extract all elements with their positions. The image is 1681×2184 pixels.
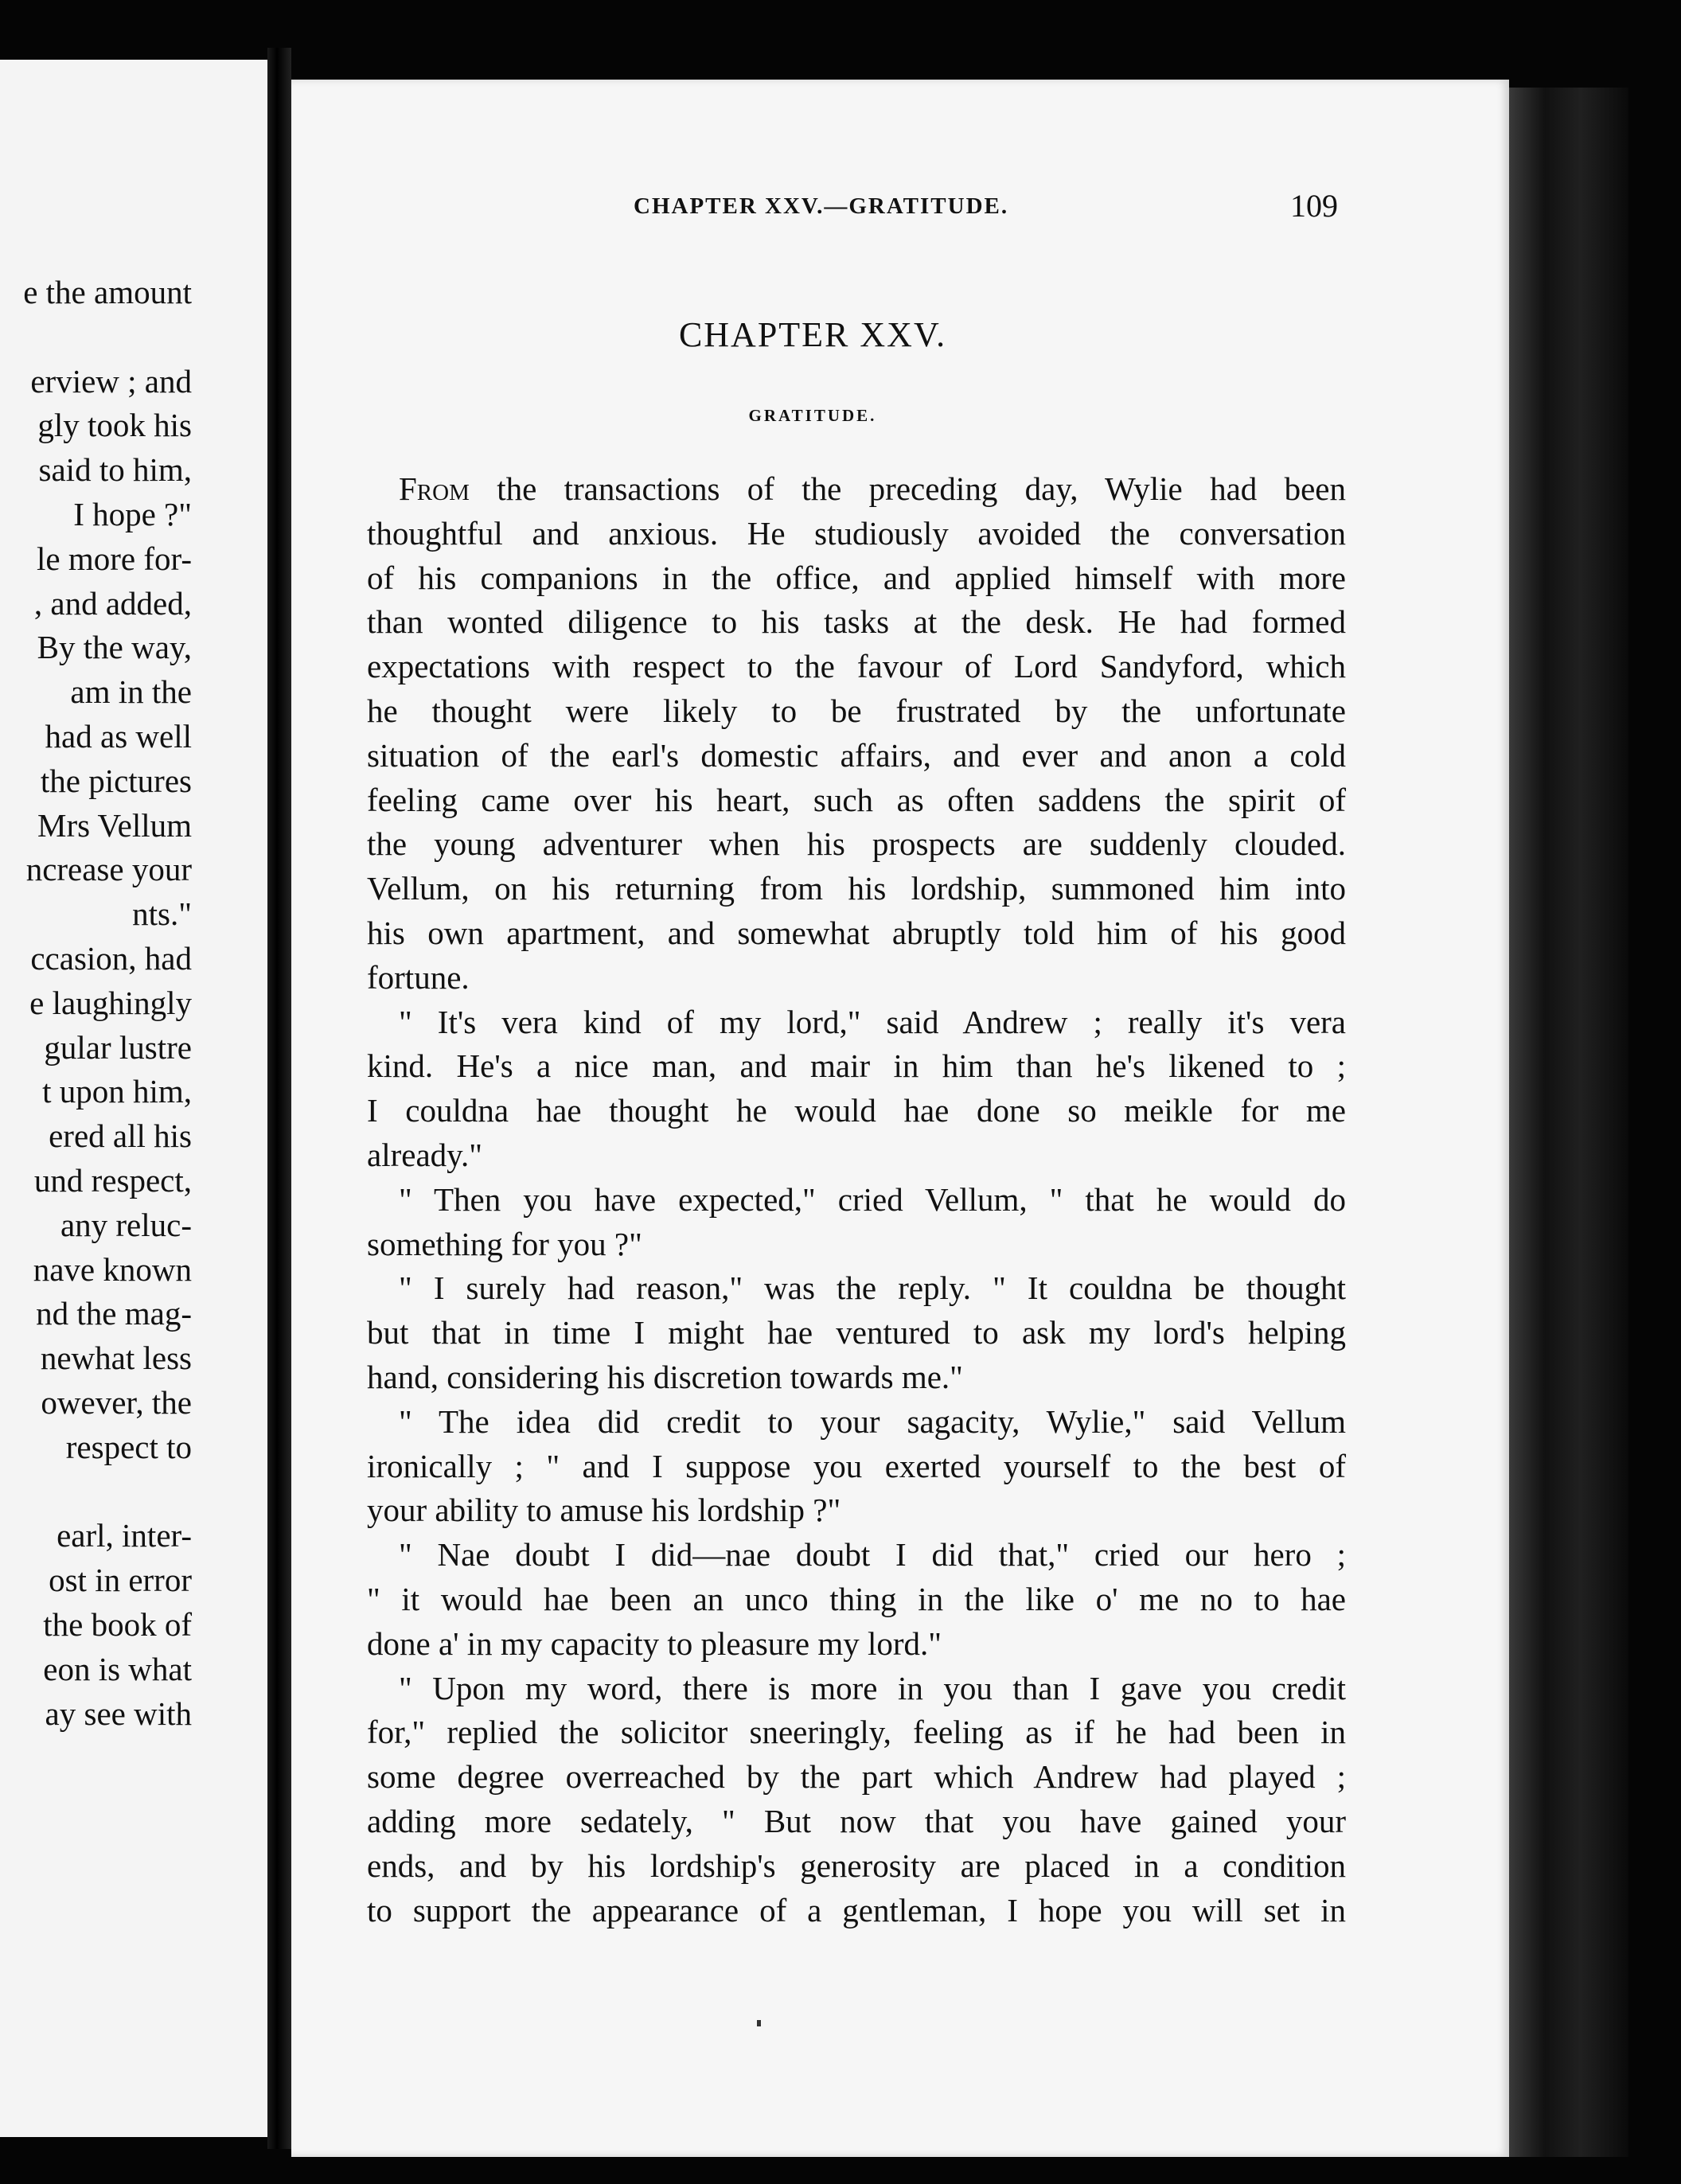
text-line: situation of the earl's domestic affairs, and ever and anon a cold <box>367 736 1346 774</box>
text-line: his own apartment, and somewhat abruptly told him of his good <box>367 914 1346 951</box>
text-line: I hope ?" <box>73 495 192 532</box>
text-line: gular lustre <box>44 1028 192 1066</box>
text-line: something for you ?" <box>367 1225 642 1262</box>
text-line: und respect, <box>33 1161 192 1199</box>
text-line: Vellum, on his returning from his lordship, summoned him into <box>367 870 1346 907</box>
text-line: " Then you have expected," cried Vellum, " that he would do <box>399 1180 1346 1218</box>
text-line: any reluc- <box>60 1206 192 1243</box>
page-number: 109 <box>1290 188 1338 224</box>
text-line: By the way, <box>37 629 192 666</box>
text-line: kind. He's a nice man, and mair in him than he's likened to ; <box>367 1047 1346 1085</box>
text-line: erview ; and <box>30 362 192 400</box>
text-line: respect to <box>65 1428 192 1465</box>
body-text <box>367 467 1346 1932</box>
text-line: he thought were likely to be frustrated by the unfortunate <box>367 692 1346 729</box>
text-line: thoughtful and anxious. He studiously avoided the conversation <box>367 514 1346 552</box>
chapter-heading: CHAPTER XXV. <box>678 315 947 354</box>
text-line: had as well <box>45 717 192 755</box>
text-line: " The idea did credit to your sagacity, Wylie," said Vellum <box>399 1402 1346 1440</box>
text-line: " Upon my word, there is more in you than I gave you credit <box>399 1669 1346 1706</box>
text-line: the young adventurer when his prospects are suddenly clouded. <box>367 825 1346 863</box>
text-line: feeling came over his heart, such as often saddens the spirit of <box>367 781 1346 818</box>
text-line: ncrease your <box>25 851 192 888</box>
text-line: e laughingly <box>29 984 192 1021</box>
text-line: nave known <box>33 1250 192 1288</box>
text-line: owever, the <box>41 1383 192 1421</box>
text-line: " I surely had reason," was the reply. " It couldna be thought <box>399 1269 1346 1307</box>
text-line: of his companions in the office, and applied himself with more <box>367 559 1346 596</box>
text-line: ered all his <box>49 1117 192 1155</box>
text-line: " It's vera kind of my lord," said Andrew ; really it's vera <box>399 1003 1346 1040</box>
text-line: the pictures <box>40 762 192 799</box>
line-gap <box>23 315 192 360</box>
text-line: the book of <box>43 1605 192 1643</box>
text-line: earl, inter- <box>57 1517 192 1554</box>
text-line: newhat less <box>40 1340 192 1377</box>
text-line: nd the mag- <box>36 1295 192 1332</box>
running-head <box>355 187 1469 235</box>
text-line: le more for- <box>37 540 192 577</box>
text-line: already." <box>367 1136 482 1173</box>
text-line: done a' in my capacity to pleasure my lord." <box>367 1624 942 1662</box>
text-line: eon is what <box>43 1650 192 1687</box>
line-gap <box>23 1470 192 1515</box>
text-line: expectations with respect to the favour of Lord Sandyford, which <box>367 648 1346 685</box>
text-line: e the amount <box>23 274 192 310</box>
text-line: nts." <box>132 895 192 933</box>
text-line: than wonted diligence to his tasks at the desk. He had formed <box>367 603 1346 641</box>
text-line: From the transactions of the preceding day, Wylie had been <box>399 470 1346 507</box>
text-line: adding more sedately, " But now that you have gained your <box>367 1802 1346 1839</box>
text-line: I couldna hae thought he would hae done so meikle for me <box>367 1092 1346 1129</box>
text-line: am in the <box>70 673 192 711</box>
text-line: Mrs Vellum <box>37 806 192 844</box>
left-page <box>0 60 267 2137</box>
text-line: hand, considering his discretion towards me." <box>367 1358 963 1395</box>
chapter-subtitle: GRATITUDE. <box>748 406 877 425</box>
text-line: ay see with <box>45 1695 192 1732</box>
text-line: ccasion, had <box>30 939 192 977</box>
text-line: ost in error <box>49 1562 192 1599</box>
text-line: " it would hae been an unco thing in the like o' me no to hae <box>367 1580 1346 1617</box>
text-line: ends, and by his lordship's generosity are placed in a condition <box>367 1847 1346 1884</box>
text-line: your ability to amuse his lordship ?" <box>367 1492 841 1529</box>
text-line: , and added, <box>33 584 192 622</box>
running-title: CHAPTER XXV.—GRATITUDE. <box>634 193 1009 219</box>
text-line: but that in time I might hae ventured to ask my lord's helping <box>367 1314 1346 1351</box>
text-line: ironically ; " and I suppose you exerted yourself to the best of <box>367 1447 1346 1484</box>
text-line: some degree overreached by the part which Andrew had played ; <box>367 1758 1346 1796</box>
text-line: to support the appearance of a gentleman, I hope you will set in <box>367 1891 1346 1929</box>
text-line: for," replied the solicitor sneeringly, feeling as if he had been in <box>367 1714 1346 1751</box>
opening-word: From <box>399 470 470 507</box>
right-page <box>291 80 1509 2157</box>
text-line: t upon him, <box>42 1073 192 1110</box>
book-gutter <box>267 48 291 2149</box>
book-fore-edge <box>1509 88 1628 2157</box>
text-line: fortune. <box>367 958 470 996</box>
text-line: said to him, <box>38 451 192 489</box>
left-page-text <box>23 271 192 1736</box>
text-line: gly took his <box>37 407 192 444</box>
print-speck <box>757 2020 761 2026</box>
text-line: " Nae doubt I did—nae doubt I did that," cried our hero ; <box>399 1536 1346 1574</box>
